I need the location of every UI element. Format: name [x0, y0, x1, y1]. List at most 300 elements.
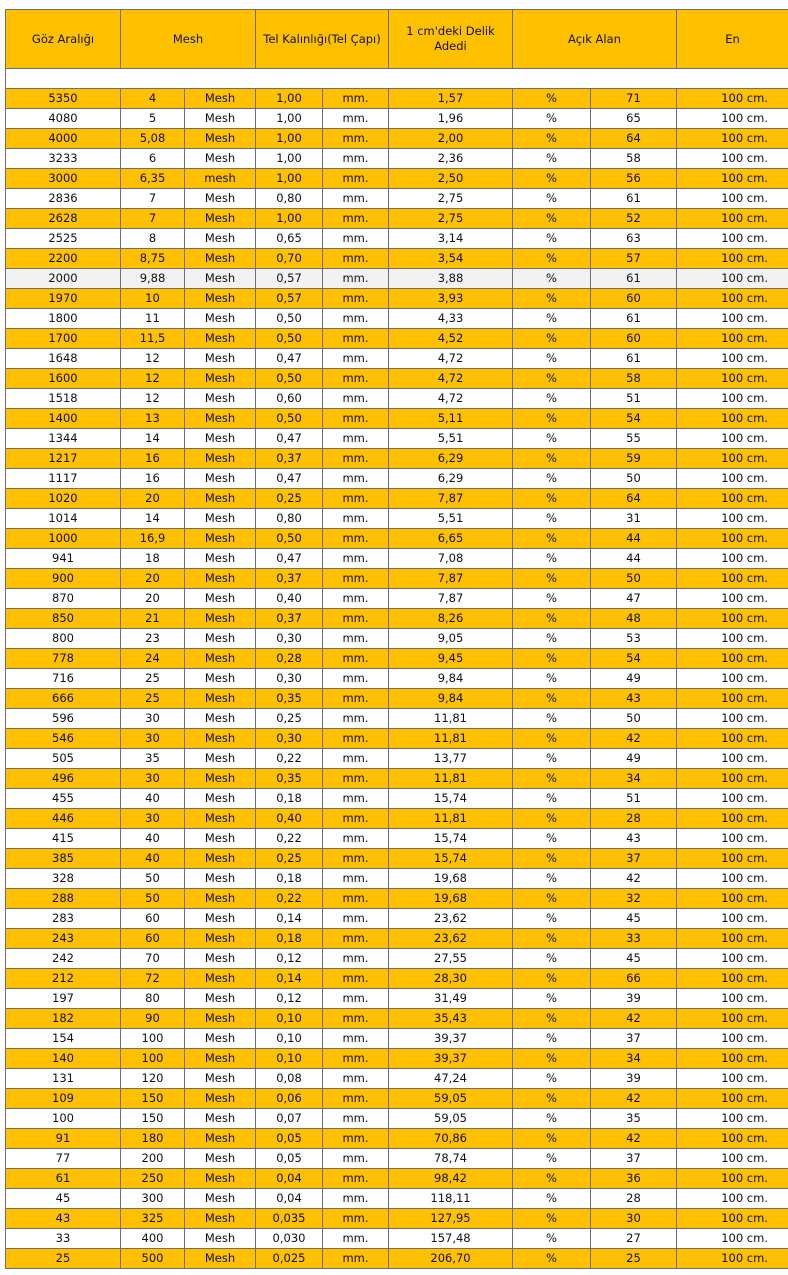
en-cell: 100 cm. — [677, 429, 788, 449]
tel-unit-cell: mm. — [323, 229, 389, 249]
acik-alan-cell: 39 — [591, 989, 677, 1009]
goz-araligi-cell: 505 — [6, 749, 121, 769]
mesh-value-cell: 35 — [121, 749, 185, 769]
mesh-unit-cell: Mesh — [185, 389, 256, 409]
goz-araligi-cell: 1117 — [6, 469, 121, 489]
delik-adedi-cell: 127,95 — [389, 1209, 513, 1229]
mesh-value-cell: 120 — [121, 1069, 185, 1089]
goz-araligi-cell: 800 — [6, 629, 121, 649]
delik-adedi-cell: 9,05 — [389, 629, 513, 649]
en-cell: 100 cm. — [677, 809, 788, 829]
tel-unit-cell: mm. — [323, 509, 389, 529]
mesh-value-cell: 200 — [121, 1149, 185, 1169]
tel-kalinligi-cell: 0,50 — [256, 329, 323, 349]
tel-kalinligi-cell: 0,06 — [256, 1089, 323, 1109]
tel-kalinligi-cell: 0,05 — [256, 1149, 323, 1169]
mesh-unit-cell: Mesh — [185, 649, 256, 669]
en-cell: 100 cm. — [677, 189, 788, 209]
goz-araligi-cell: 596 — [6, 709, 121, 729]
percent-sign-cell: % — [513, 1249, 591, 1269]
tel-kalinligi-cell: 0,57 — [256, 269, 323, 289]
en-cell: 100 cm. — [677, 849, 788, 869]
goz-araligi-cell: 109 — [6, 1089, 121, 1109]
delik-adedi-cell: 4,52 — [389, 329, 513, 349]
acik-alan-cell: 35 — [591, 1109, 677, 1129]
tel-unit-cell: mm. — [323, 809, 389, 829]
acik-alan-cell: 58 — [591, 369, 677, 389]
delik-adedi-cell: 39,37 — [389, 1049, 513, 1069]
mesh-unit-cell: Mesh — [185, 1029, 256, 1049]
mesh-value-cell: 70 — [121, 949, 185, 969]
mesh-unit-cell: Mesh — [185, 1249, 256, 1269]
acik-alan-cell: 61 — [591, 349, 677, 369]
tel-unit-cell: mm. — [323, 569, 389, 589]
percent-sign-cell: % — [513, 669, 591, 689]
en-cell: 100 cm. — [677, 569, 788, 589]
delik-adedi-cell: 28,30 — [389, 969, 513, 989]
table-row — [6, 489, 788, 509]
acik-alan-cell: 61 — [591, 189, 677, 209]
en-cell: 100 cm. — [677, 949, 788, 969]
delik-adedi-cell: 78,74 — [389, 1149, 513, 1169]
mesh-unit-cell: Mesh — [185, 689, 256, 709]
en-cell: 100 cm. — [677, 89, 788, 109]
en-cell: 100 cm. — [677, 629, 788, 649]
table-row — [6, 89, 788, 109]
goz-araligi-cell: 243 — [6, 929, 121, 949]
en-cell: 100 cm. — [677, 1189, 788, 1209]
percent-sign-cell: % — [513, 1029, 591, 1049]
en-cell: 100 cm. — [677, 769, 788, 789]
tel-kalinligi-cell: 0,30 — [256, 729, 323, 749]
delik-adedi-cell: 118,11 — [389, 1189, 513, 1209]
goz-araligi-cell: 2200 — [6, 249, 121, 269]
table-row — [6, 349, 788, 369]
header-acik-alan: Açık Alan — [513, 10, 677, 69]
tel-unit-cell: mm. — [323, 349, 389, 369]
goz-araligi-cell: 2836 — [6, 189, 121, 209]
tel-unit-cell: mm. — [323, 769, 389, 789]
mesh-value-cell: 6,35 — [121, 169, 185, 189]
goz-araligi-cell: 850 — [6, 609, 121, 629]
percent-sign-cell: % — [513, 969, 591, 989]
mesh-value-cell: 30 — [121, 709, 185, 729]
mesh-value-cell: 100 — [121, 1049, 185, 1069]
acik-alan-cell: 52 — [591, 209, 677, 229]
delik-adedi-cell: 7,08 — [389, 549, 513, 569]
acik-alan-cell: 45 — [591, 909, 677, 929]
table-row — [6, 749, 788, 769]
delik-adedi-cell: 11,81 — [389, 709, 513, 729]
delik-adedi-cell: 2,50 — [389, 169, 513, 189]
en-cell: 100 cm. — [677, 289, 788, 309]
en-cell: 100 cm. — [677, 149, 788, 169]
tel-unit-cell: mm. — [323, 829, 389, 849]
acik-alan-cell: 64 — [591, 129, 677, 149]
table-row — [6, 1069, 788, 1089]
mesh-value-cell: 12 — [121, 349, 185, 369]
delik-adedi-cell: 31,49 — [389, 989, 513, 1009]
mesh-value-cell: 25 — [121, 669, 185, 689]
delik-adedi-cell: 7,87 — [389, 589, 513, 609]
table-row — [6, 1149, 788, 1169]
acik-alan-cell: 49 — [591, 749, 677, 769]
tel-unit-cell: mm. — [323, 1169, 389, 1189]
delik-adedi-cell: 9,84 — [389, 669, 513, 689]
percent-sign-cell: % — [513, 409, 591, 429]
delik-adedi-cell: 3,54 — [389, 249, 513, 269]
goz-araligi-cell: 2000 — [6, 269, 121, 289]
acik-alan-cell: 51 — [591, 789, 677, 809]
acik-alan-cell: 57 — [591, 249, 677, 269]
acik-alan-cell: 48 — [591, 609, 677, 629]
mesh-unit-cell: Mesh — [185, 1209, 256, 1229]
table-row — [6, 1249, 788, 1269]
acik-alan-cell: 32 — [591, 889, 677, 909]
tel-unit-cell: mm. — [323, 929, 389, 949]
en-cell: 100 cm. — [677, 1229, 788, 1249]
percent-sign-cell: % — [513, 1069, 591, 1089]
mesh-value-cell: 10 — [121, 289, 185, 309]
acik-alan-cell: 63 — [591, 229, 677, 249]
en-cell: 100 cm. — [677, 889, 788, 909]
tel-kalinligi-cell: 0,47 — [256, 349, 323, 369]
tel-kalinligi-cell: 0,30 — [256, 669, 323, 689]
table-row — [6, 989, 788, 1009]
goz-araligi-cell: 131 — [6, 1069, 121, 1089]
table-row — [6, 229, 788, 249]
table-row — [6, 429, 788, 449]
percent-sign-cell: % — [513, 109, 591, 129]
mesh-unit-cell: Mesh — [185, 229, 256, 249]
en-cell: 100 cm. — [677, 989, 788, 1009]
goz-araligi-cell: 100 — [6, 1109, 121, 1129]
delik-adedi-cell: 70,86 — [389, 1129, 513, 1149]
percent-sign-cell: % — [513, 609, 591, 629]
goz-araligi-cell: 900 — [6, 569, 121, 589]
delik-adedi-cell: 8,26 — [389, 609, 513, 629]
tel-unit-cell: mm. — [323, 649, 389, 669]
percent-sign-cell: % — [513, 649, 591, 669]
goz-araligi-cell: 154 — [6, 1029, 121, 1049]
goz-araligi-cell: 1518 — [6, 389, 121, 409]
percent-sign-cell: % — [513, 1169, 591, 1189]
percent-sign-cell: % — [513, 269, 591, 289]
goz-araligi-cell: 496 — [6, 769, 121, 789]
tel-kalinligi-cell: 0,50 — [256, 409, 323, 429]
acik-alan-cell: 43 — [591, 689, 677, 709]
mesh-unit-cell: Mesh — [185, 949, 256, 969]
table-row — [6, 249, 788, 269]
en-cell: 100 cm. — [677, 389, 788, 409]
en-cell: 100 cm. — [677, 609, 788, 629]
acik-alan-cell: 42 — [591, 869, 677, 889]
table-row — [6, 609, 788, 629]
percent-sign-cell: % — [513, 289, 591, 309]
delik-adedi-cell: 5,11 — [389, 409, 513, 429]
tel-unit-cell: mm. — [323, 1149, 389, 1169]
table-row — [6, 889, 788, 909]
en-cell: 100 cm. — [677, 1029, 788, 1049]
goz-araligi-cell: 1600 — [6, 369, 121, 389]
tel-unit-cell: mm. — [323, 1129, 389, 1149]
tel-unit-cell: mm. — [323, 729, 389, 749]
tel-kalinligi-cell: 0,65 — [256, 229, 323, 249]
delik-adedi-cell: 3,88 — [389, 269, 513, 289]
mesh-unit-cell: Mesh — [185, 309, 256, 329]
mesh-unit-cell: Mesh — [185, 569, 256, 589]
tel-unit-cell: mm. — [323, 1189, 389, 1209]
en-cell: 100 cm. — [677, 669, 788, 689]
delik-adedi-cell: 6,29 — [389, 449, 513, 469]
goz-araligi-cell: 3233 — [6, 149, 121, 169]
tel-kalinligi-cell: 0,40 — [256, 589, 323, 609]
tel-unit-cell: mm. — [323, 1089, 389, 1109]
mesh-unit-cell: Mesh — [185, 749, 256, 769]
goz-araligi-cell: 1400 — [6, 409, 121, 429]
delik-adedi-cell: 5,51 — [389, 509, 513, 529]
acik-alan-cell: 47 — [591, 589, 677, 609]
mesh-unit-cell: Mesh — [185, 369, 256, 389]
tel-unit-cell: mm. — [323, 189, 389, 209]
tel-kalinligi-cell: 0,25 — [256, 849, 323, 869]
en-cell: 100 cm. — [677, 1249, 788, 1269]
tel-kalinligi-cell: 0,025 — [256, 1249, 323, 1269]
en-cell: 100 cm. — [677, 589, 788, 609]
en-cell: 100 cm. — [677, 169, 788, 189]
table-row — [6, 449, 788, 469]
mesh-unit-cell: Mesh — [185, 489, 256, 509]
delik-adedi-cell: 27,55 — [389, 949, 513, 969]
en-cell: 100 cm. — [677, 1109, 788, 1129]
mesh-unit-cell: Mesh — [185, 269, 256, 289]
table-row — [6, 329, 788, 349]
mesh-value-cell: 21 — [121, 609, 185, 629]
mesh-value-cell: 150 — [121, 1089, 185, 1109]
en-cell: 100 cm. — [677, 1169, 788, 1189]
tel-unit-cell: mm. — [323, 789, 389, 809]
tel-kalinligi-cell: 0,40 — [256, 809, 323, 829]
acik-alan-cell: 44 — [591, 549, 677, 569]
mesh-value-cell: 13 — [121, 409, 185, 429]
mesh-value-cell: 8,75 — [121, 249, 185, 269]
percent-sign-cell: % — [513, 429, 591, 449]
percent-sign-cell: % — [513, 709, 591, 729]
goz-araligi-cell: 1000 — [6, 529, 121, 549]
delik-adedi-cell: 9,45 — [389, 649, 513, 669]
table-row — [6, 629, 788, 649]
tel-kalinligi-cell: 0,80 — [256, 509, 323, 529]
mesh-value-cell: 9,88 — [121, 269, 185, 289]
goz-araligi-cell: 328 — [6, 869, 121, 889]
tel-unit-cell: mm. — [323, 669, 389, 689]
mesh-unit-cell: Mesh — [185, 249, 256, 269]
goz-araligi-cell: 446 — [6, 809, 121, 829]
mesh-value-cell: 4 — [121, 89, 185, 109]
goz-araligi-cell: 455 — [6, 789, 121, 809]
tel-kalinligi-cell: 0,47 — [256, 549, 323, 569]
header-delik-adedi: 1 cm'deki Delik Adedi — [389, 10, 513, 69]
delik-adedi-cell: 15,74 — [389, 789, 513, 809]
table-row — [6, 169, 788, 189]
header-row — [6, 10, 788, 69]
tel-unit-cell: mm. — [323, 869, 389, 889]
tel-unit-cell: mm. — [323, 309, 389, 329]
mesh-value-cell: 20 — [121, 569, 185, 589]
goz-araligi-cell: 33 — [6, 1229, 121, 1249]
table-row — [6, 1029, 788, 1049]
mesh-value-cell: 12 — [121, 389, 185, 409]
tel-kalinligi-cell: 1,00 — [256, 149, 323, 169]
mesh-value-cell: 12 — [121, 369, 185, 389]
mesh-unit-cell: Mesh — [185, 409, 256, 429]
table-row — [6, 649, 788, 669]
acik-alan-cell: 61 — [591, 309, 677, 329]
en-cell: 100 cm. — [677, 1149, 788, 1169]
table-row — [6, 469, 788, 489]
tel-kalinligi-cell: 1,00 — [256, 89, 323, 109]
table-row — [6, 1169, 788, 1189]
table-row — [6, 829, 788, 849]
tel-kalinligi-cell: 0,030 — [256, 1229, 323, 1249]
tel-unit-cell: mm. — [323, 969, 389, 989]
percent-sign-cell: % — [513, 389, 591, 409]
tel-kalinligi-cell: 0,18 — [256, 929, 323, 949]
mesh-value-cell: 60 — [121, 909, 185, 929]
percent-sign-cell: % — [513, 449, 591, 469]
mesh-value-cell: 14 — [121, 509, 185, 529]
mesh-unit-cell: Mesh — [185, 909, 256, 929]
tel-unit-cell: mm. — [323, 889, 389, 909]
en-cell: 100 cm. — [677, 129, 788, 149]
tel-kalinligi-cell: 0,28 — [256, 649, 323, 669]
percent-sign-cell: % — [513, 769, 591, 789]
mesh-unit-cell: Mesh — [185, 89, 256, 109]
mesh-value-cell: 500 — [121, 1249, 185, 1269]
tel-kalinligi-cell: 0,30 — [256, 629, 323, 649]
mesh-value-cell: 7 — [121, 189, 185, 209]
acik-alan-cell: 27 — [591, 1229, 677, 1249]
table-row — [6, 569, 788, 589]
tel-kalinligi-cell: 0,035 — [256, 1209, 323, 1229]
delik-adedi-cell: 23,62 — [389, 929, 513, 949]
goz-araligi-cell: 288 — [6, 889, 121, 909]
en-cell: 100 cm. — [677, 1089, 788, 1109]
mesh-value-cell: 60 — [121, 929, 185, 949]
mesh-value-cell: 8 — [121, 229, 185, 249]
acik-alan-cell: 34 — [591, 769, 677, 789]
tel-kalinligi-cell: 0,47 — [256, 429, 323, 449]
percent-sign-cell: % — [513, 509, 591, 529]
tel-unit-cell: mm. — [323, 249, 389, 269]
percent-sign-cell: % — [513, 149, 591, 169]
en-cell: 100 cm. — [677, 869, 788, 889]
mesh-value-cell: 20 — [121, 589, 185, 609]
mesh-value-cell: 40 — [121, 829, 185, 849]
table-row — [6, 729, 788, 749]
acik-alan-cell: 42 — [591, 729, 677, 749]
delik-adedi-cell: 2,36 — [389, 149, 513, 169]
percent-sign-cell: % — [513, 1089, 591, 1109]
tel-unit-cell: mm. — [323, 589, 389, 609]
mesh-unit-cell: Mesh — [185, 629, 256, 649]
acik-alan-cell: 28 — [591, 1189, 677, 1209]
mesh-value-cell: 16 — [121, 469, 185, 489]
mesh-unit-cell: Mesh — [185, 509, 256, 529]
percent-sign-cell: % — [513, 549, 591, 569]
table-row — [6, 269, 788, 289]
acik-alan-cell: 66 — [591, 969, 677, 989]
goz-araligi-cell: 4000 — [6, 129, 121, 149]
mesh-unit-cell: Mesh — [185, 1069, 256, 1089]
tel-kalinligi-cell: 0,80 — [256, 189, 323, 209]
mesh-unit-cell: Mesh — [185, 709, 256, 729]
acik-alan-cell: 50 — [591, 469, 677, 489]
tel-kalinligi-cell: 0,22 — [256, 889, 323, 909]
mesh-unit-cell: Mesh — [185, 469, 256, 489]
goz-araligi-cell: 45 — [6, 1189, 121, 1209]
table-row — [6, 209, 788, 229]
delik-adedi-cell: 4,33 — [389, 309, 513, 329]
mesh-unit-cell: Mesh — [185, 589, 256, 609]
en-cell: 100 cm. — [677, 369, 788, 389]
tel-unit-cell: mm. — [323, 1109, 389, 1129]
mesh-unit-cell: Mesh — [185, 1229, 256, 1249]
en-cell: 100 cm. — [677, 649, 788, 669]
goz-araligi-cell: 182 — [6, 1009, 121, 1029]
table-row — [6, 869, 788, 889]
en-cell: 100 cm. — [677, 789, 788, 809]
goz-araligi-cell: 43 — [6, 1209, 121, 1229]
mesh-unit-cell: Mesh — [185, 1149, 256, 1169]
delik-adedi-cell: 6,65 — [389, 529, 513, 549]
goz-araligi-cell: 25 — [6, 1249, 121, 1269]
goz-araligi-cell: 1014 — [6, 509, 121, 529]
mesh-value-cell: 40 — [121, 849, 185, 869]
table-row — [6, 149, 788, 169]
percent-sign-cell: % — [513, 1109, 591, 1129]
delik-adedi-cell: 7,87 — [389, 489, 513, 509]
mesh-value-cell: 7 — [121, 209, 185, 229]
mesh-value-cell: 18 — [121, 549, 185, 569]
mesh-unit-cell: Mesh — [185, 1129, 256, 1149]
tel-kalinligi-cell: 0,57 — [256, 289, 323, 309]
mesh-value-cell: 23 — [121, 629, 185, 649]
mesh-value-cell: 50 — [121, 889, 185, 909]
tel-unit-cell: mm. — [323, 409, 389, 429]
percent-sign-cell: % — [513, 309, 591, 329]
goz-araligi-cell: 242 — [6, 949, 121, 969]
acik-alan-cell: 28 — [591, 809, 677, 829]
delik-adedi-cell: 5,51 — [389, 429, 513, 449]
tel-unit-cell: mm. — [323, 449, 389, 469]
percent-sign-cell: % — [513, 729, 591, 749]
acik-alan-cell: 50 — [591, 709, 677, 729]
table-row — [6, 409, 788, 429]
goz-araligi-cell: 941 — [6, 549, 121, 569]
mesh-unit-cell: Mesh — [185, 989, 256, 1009]
en-cell: 100 cm. — [677, 549, 788, 569]
delik-adedi-cell: 2,00 — [389, 129, 513, 149]
tel-kalinligi-cell: 0,10 — [256, 1009, 323, 1029]
tel-unit-cell: mm. — [323, 1029, 389, 1049]
mesh-value-cell: 30 — [121, 809, 185, 829]
goz-araligi-cell: 1648 — [6, 349, 121, 369]
goz-araligi-cell: 1970 — [6, 289, 121, 309]
percent-sign-cell: % — [513, 689, 591, 709]
tel-kalinligi-cell: 0,25 — [256, 709, 323, 729]
mesh-unit-cell: Mesh — [185, 969, 256, 989]
